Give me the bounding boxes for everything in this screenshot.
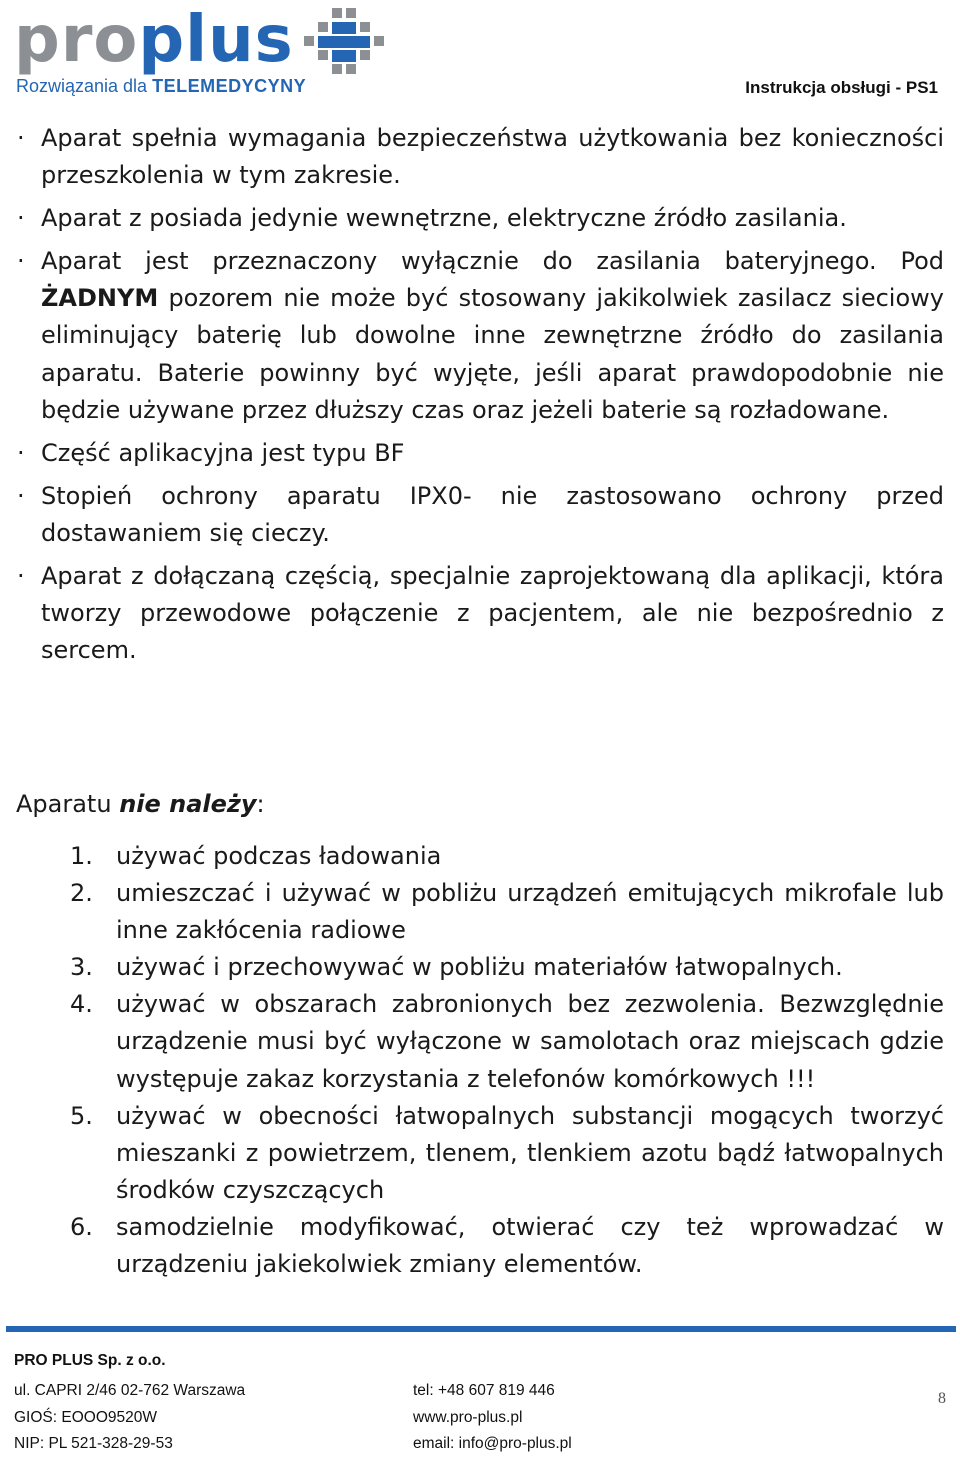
company-logo — [14, 4, 374, 100]
bullet-text: Część aplikacyjna jest typu BF — [41, 438, 405, 467]
list-item — [0, 120, 960, 195]
document-title: Instrukcja obsługi - PS1 — [745, 78, 938, 97]
list-item — [0, 949, 960, 986]
bullet-emphasis: ŻADNYM — [41, 284, 159, 313]
logo-cross-icon — [302, 6, 386, 78]
footer-nip: NIP: PL 521-328-29-53 — [14, 1435, 173, 1452]
logo-word-pro: pro — [14, 3, 139, 77]
bullet-marker: · — [17, 124, 25, 152]
item-text: używać i przechowywać w pobliżu materiałów łatwopalnych. — [116, 953, 843, 982]
logo-tagline — [16, 76, 306, 97]
list-item — [0, 1209, 960, 1283]
tagline-emphasis: TELEMEDYCYNY — [152, 76, 307, 96]
list-item — [0, 200, 960, 237]
prohibitions-list — [0, 838, 960, 1283]
main-content — [0, 120, 960, 675]
logo-word-plus: plus — [138, 3, 294, 77]
page-footer — [0, 1340, 960, 1450]
bullet-marker: · — [17, 204, 25, 233]
bullet-text: Aparat z dołączaną częścią, specjalnie zaprojektowaną dla aplikacji, która tworzy przewodowe połączenie z pacjentem, ale nie bezpośrednio z sercem. — [41, 561, 944, 665]
item-number: 6. — [70, 1212, 93, 1241]
item-number: 2. — [70, 879, 93, 908]
bullet-text: pozorem nie może być stosowany jakikolwiek zasilacz sieciowy eliminujący baterię lub dowolne inne zewnętrzne źródło do zasilania aparatu. Baterie powinny być wyjęte, jeśli aparat prawdopodobnie nie będzie używane przez dłuższy czas oraz jeżeli baterie są rozładowane. — [41, 284, 944, 425]
list-item — [0, 986, 960, 1097]
list-item — [0, 838, 960, 875]
logo-wordmark — [14, 4, 294, 76]
list-item — [0, 1098, 960, 1209]
list-item — [0, 875, 960, 949]
footer-phone: tel: +48 607 819 446 — [413, 1382, 555, 1399]
bullet-text: Aparat z posiada jedynie wewnętrzne, elektryczne źródło zasilania. — [41, 204, 847, 233]
bullet-text: Stopień ochrony aparatu IPX0- nie zastosowano ochrony przed dostawaniem się cieczy. — [41, 481, 944, 547]
section-heading-lead: Aparatu — [16, 790, 120, 818]
page-number: 8 — [938, 1390, 946, 1407]
footer-company-details — [14, 1378, 245, 1458]
item-number: 4. — [70, 990, 93, 1019]
page-header — [0, 0, 960, 110]
item-text: samodzielnie modyfikować, otwierać czy też wprowadzać w urządzeniu jakiekolwiek zmiany elementów. — [116, 1212, 944, 1279]
footer-divider — [6, 1326, 956, 1332]
footer-gios: GIOŚ: EOOO9520W — [14, 1408, 157, 1426]
footer-address: ul. CAPRI 2/46 02-762 Warszawa — [14, 1382, 246, 1399]
item-text: używać w obecności łatwopalnych substancji mogących tworzyć mieszanki z powietrzem, tlenem, tlenkiem azotu bądź łatwopalnych środków czyszczących — [116, 1101, 944, 1204]
tagline-text: Rozwiązania dla — [16, 76, 153, 96]
list-item — [0, 478, 960, 553]
safety-bullet-list — [0, 120, 960, 670]
bullet-text: Aparat spełnia wymagania bezpieczeństwa użytkowania bez konieczności przeszkolenia w tym zakresie. — [41, 124, 944, 190]
section-heading — [16, 786, 265, 823]
list-item — [0, 435, 960, 472]
item-text: umieszczać i używać w pobliżu urządzeń emitujących mikrofale lub inne zakłócenia radiowe — [116, 879, 944, 945]
footer-contact — [413, 1378, 572, 1458]
bullet-marker: · — [17, 481, 25, 510]
section-heading-colon: : — [256, 790, 265, 818]
item-number: 5. — [70, 1101, 93, 1130]
list-item — [0, 243, 960, 429]
item-text: używać podczas ładowania — [116, 842, 442, 870]
footer-website-link[interactable]: www.pro-plus.pl — [413, 1408, 523, 1426]
item-text: używać w obszarach zabronionych bez zezwolenia. Bezwzględnie urządzenie musi być wyłączone w samolotach oraz miejscach gdzie występuje zakaz korzystania z telefonów komórkowych !!! — [116, 990, 944, 1093]
section-heading-emphasis: nie należy — [119, 790, 257, 818]
bullet-marker: · — [17, 561, 25, 590]
bullet-text: Aparat jest przeznaczony wyłącznie do zasilania bateryjnego. Pod — [41, 246, 944, 275]
list-item — [0, 558, 960, 670]
bullet-marker: · — [17, 246, 25, 275]
bullet-marker: · — [17, 438, 25, 467]
item-number: 3. — [70, 953, 93, 982]
footer-email-link[interactable]: email: info@pro-plus.pl — [413, 1435, 572, 1452]
footer-company-name: PRO PLUS Sp. z o.o. — [14, 1352, 166, 1369]
item-number: 1. — [70, 842, 93, 870]
